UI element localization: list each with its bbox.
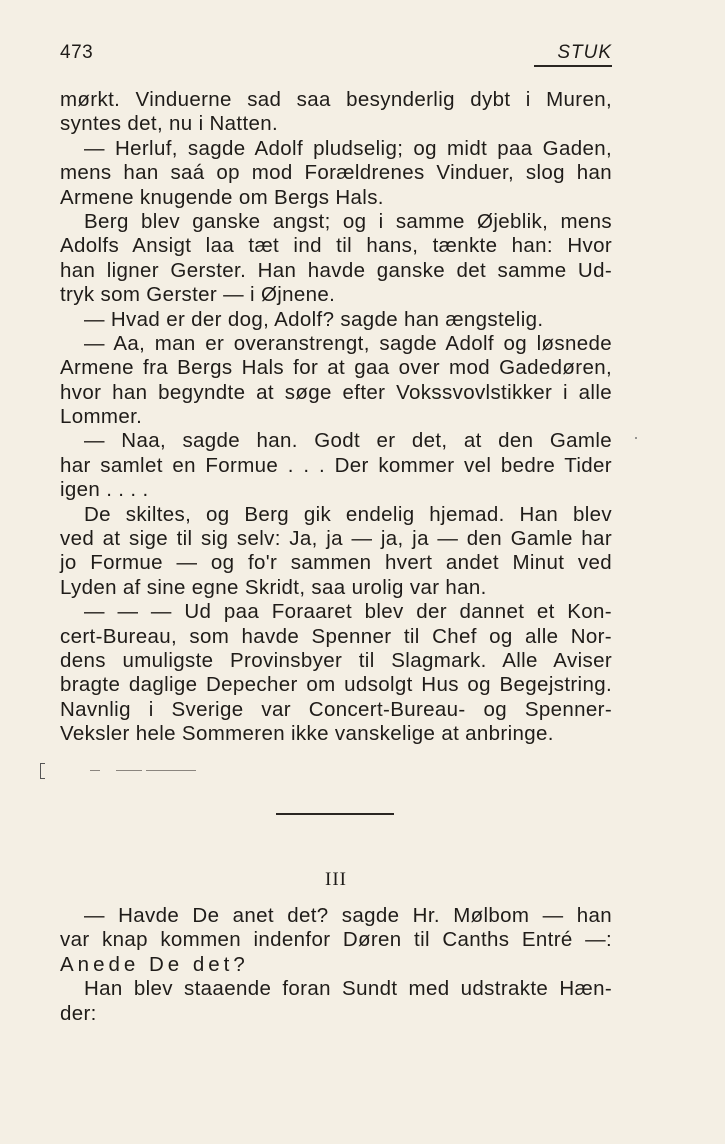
page-number: 473	[60, 42, 94, 63]
text-line: Berg blev ganske angst; og i samme Øjeblik, mens	[84, 209, 612, 233]
text-line: — Naa, sagde han. Godt er det, at den Gamle	[84, 429, 612, 453]
text-line: Anede De det?	[60, 952, 249, 976]
text-line: Navnlig i Sverige var Concert-Bureau- og Spenner-	[60, 697, 612, 721]
text-line: — Hvad er der dog, Adolf? sagde han ængstelig.	[84, 307, 544, 331]
header-rule	[534, 65, 612, 67]
faint-dash-mark	[116, 770, 142, 771]
faint-dash-mark	[90, 770, 100, 771]
running-header	[60, 40, 612, 68]
text-line: Han blev staaende foran Sundt med udstrakte Hæn-	[84, 977, 612, 1001]
text-line: — — — Ud paa Foraaret blev der dannet et Kon-	[84, 600, 612, 624]
text-line: igen . . . .	[60, 478, 149, 502]
faint-dash-mark	[146, 770, 196, 771]
running-title: STUK	[557, 42, 612, 63]
text-line: — Havde De anet det? sagde Hr. Mølbom — han	[84, 904, 612, 927]
text-line: — Herluf, sagde Adolf pludselig; og midt paa Gaden,	[84, 136, 612, 160]
text-line: hvor han begyndte at søge efter Vokssvovlstikker i alle	[60, 380, 612, 404]
text-line: mørkt. Vinduerne sad saa besynderlig dybt i Muren,	[60, 88, 612, 111]
text-line: Veksler hele Sommeren ikke vanskelige at anbringe.	[60, 722, 554, 746]
body-text-section	[60, 904, 612, 1026]
section-number: III	[325, 869, 347, 890]
text-line: dens umuligste Provinsbyer til Slagmark. Alle Aviser	[60, 648, 612, 672]
text-line: jo Formue — og fo'r sammen hvert andet Minut ved	[60, 551, 612, 575]
text-line: der:	[60, 1001, 97, 1025]
text-line: Lyden af sine egne Skridt, saa urolig var han.	[60, 575, 487, 599]
text-line: Lommer.	[60, 405, 143, 429]
section-rule	[276, 813, 394, 815]
text-line: De skiltes, og Berg gik endelig hjemad. Han blev	[84, 502, 612, 526]
text-line: — Aa, man er overanstrengt, sagde Adolf og løsnede	[84, 331, 612, 355]
text-line: Adolfs Ansigt laa tæt ind til hans, tænkte han: Hvor	[60, 234, 612, 258]
text-line: mens han saá op mod Forældrenes Vinduer, slog han	[60, 161, 612, 185]
speck-mark	[635, 437, 637, 439]
text-line: han ligner Gerster. Han havde ganske det samme Ud-	[60, 258, 612, 282]
text-line: Armene fra Bergs Hals for at gaa over mod Gadedøren,	[60, 356, 612, 380]
text-line: bragte daglige Depecher om udsolgt Hus og Begejstring.	[60, 673, 612, 697]
margin-bracket-mark	[40, 763, 45, 779]
text-line: tryk som Gerster — i Øjnene.	[60, 283, 336, 307]
text-line: cert-Bureau, som havde Spenner til Chef og alle Nor-	[60, 624, 612, 648]
text-line: har samlet en Formue . . . Der kommer vel bedre Tider	[60, 453, 612, 477]
body-text	[60, 88, 612, 747]
text-line: ved at sige til sig selv: Ja, ja — ja, ja — den Gamle har	[60, 527, 612, 551]
text-line: syntes det, nu i Natten.	[60, 112, 279, 136]
text-line: Armene knugende om Bergs Hals.	[60, 185, 384, 209]
text-line: var knap kommen indenfor Døren til Canths Entré —:	[60, 928, 612, 952]
